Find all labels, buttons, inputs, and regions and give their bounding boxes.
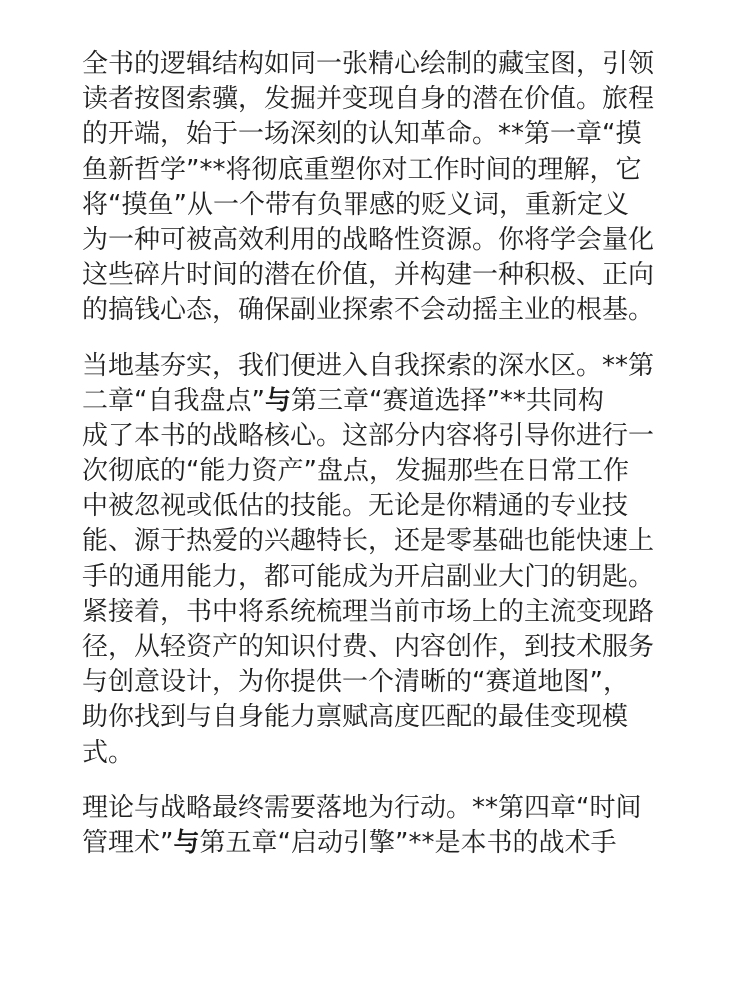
bold-text-run: 与 (173, 827, 200, 858)
text-line (82, 188, 682, 223)
text-run: 第三章“赛道选择”**共同构 (290, 385, 604, 416)
text-line (82, 419, 682, 454)
text-run: 管理术” (82, 827, 174, 858)
text-line (82, 665, 682, 700)
text-line (82, 223, 682, 258)
paragraph-3 (82, 791, 682, 861)
text-line (82, 153, 682, 188)
text-run: 能、源于热爱的兴趣特长，还是零基础也能快速上 (82, 526, 655, 557)
text-line (82, 489, 682, 524)
text-run: 中被忽视或低估的技能。无论是你精通的专业技 (82, 491, 629, 522)
text-run: 的搞钱心态，确保副业探索不会动摇主业的根基。 (82, 295, 655, 326)
text-run: 与创意设计，为你提供一个清晰的“赛道地图”， (82, 667, 629, 698)
text-line (82, 736, 682, 771)
text-run: 的开端，始于一场深刻的认知革命。**第一章“摸 (82, 119, 642, 150)
text-run: 助你找到与自身能力禀赋高度匹配的最佳变现模 (82, 702, 629, 733)
text-line (82, 82, 682, 117)
text-line (82, 560, 682, 595)
text-run: 式。 (82, 737, 135, 768)
text-run: 径，从轻资产的知识付费、内容创作，到技术服务 (82, 632, 655, 662)
text-run: 当地基夯实，我们便进入自我探索的深水区。**第 (82, 350, 655, 381)
text-run: 紧接着，书中将系统梳理当前市场上的主流变现路 (82, 596, 655, 627)
text-line (82, 384, 682, 419)
text-line (82, 117, 682, 152)
text-run: 次彻底的“能力资产”盘点，发掘那些在日常工作 (82, 456, 629, 487)
text-run: 为一种可被高效利用的战略性资源。你将学会量化 (82, 224, 655, 255)
document-page (82, 47, 682, 881)
text-run: 手的通用能力，都可能成为开启副业大门的钥匙。 (82, 561, 655, 592)
text-line (82, 349, 682, 384)
text-line (82, 595, 682, 630)
text-run: 二章“自我盘点” (82, 385, 265, 416)
text-line (82, 454, 682, 489)
text-line (82, 258, 682, 293)
text-line (82, 47, 682, 82)
paragraph-1 (82, 47, 682, 329)
paragraph-2 (82, 349, 682, 771)
text-run: 理论与战略最终需要落地为行动。**第四章“时间 (82, 792, 642, 823)
text-line (82, 826, 682, 861)
text-run: 第五章“启动引擎”**是本书的战术手 (199, 827, 617, 858)
text-line (82, 524, 682, 559)
text-line (82, 700, 682, 735)
text-run: 将“摸鱼”从一个带有负罪感的贬义词，重新定义 (82, 189, 629, 220)
text-line (82, 791, 682, 826)
text-run: 鱼新哲学”**将彻底重塑你对工作时间的理解，它 (82, 154, 642, 185)
text-run: 这些碎片时间的潜在价值，并构建一种积极、正向 (82, 260, 655, 291)
text-line (82, 630, 682, 665)
text-run: 成了本书的战略核心。这部分内容将引导你进行一 (82, 420, 655, 451)
bold-text-run: 与 (264, 385, 291, 416)
text-run: 全书的逻辑结构如同一张精心绘制的藏宝图，引领 (82, 49, 655, 79)
text-line (82, 293, 682, 328)
text-run: 读者按图索骥，发掘并变现自身的潜在价值。旅程 (82, 84, 655, 115)
